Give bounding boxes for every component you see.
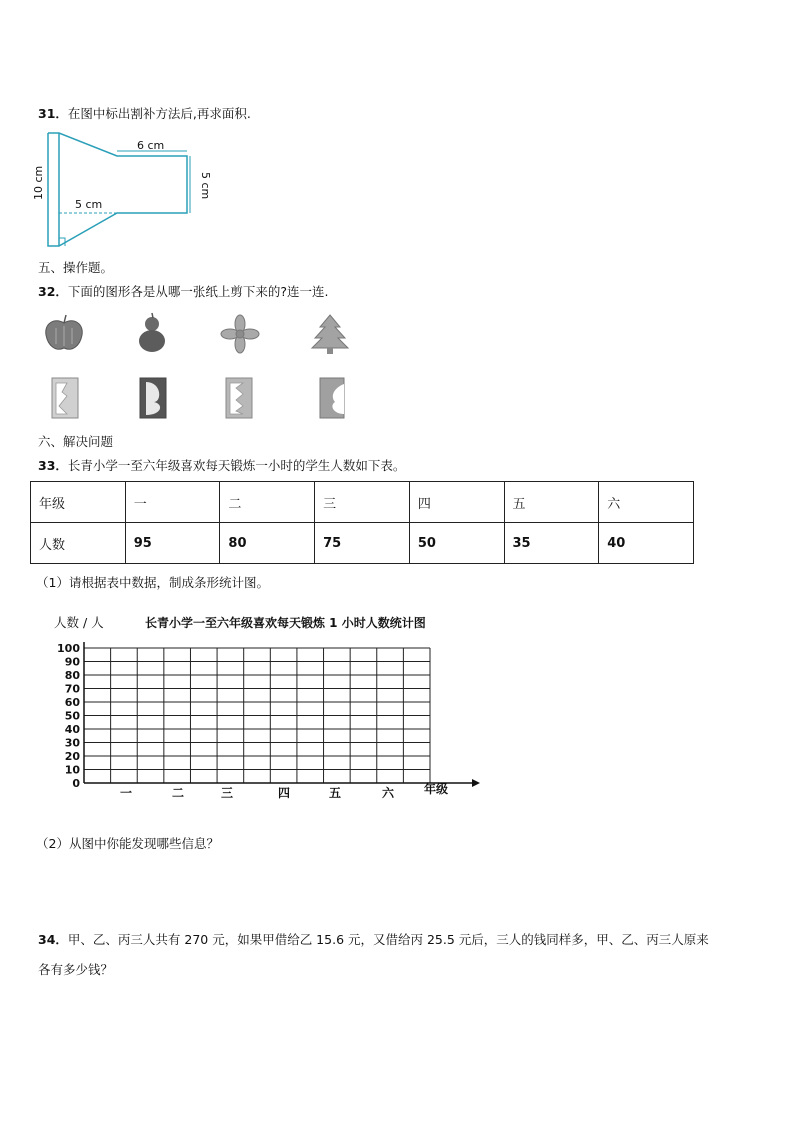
q33-bar-chart [40, 610, 490, 805]
chart-title: 长青小学一至六年级喜欢每天锻炼 1 小时人数统计图 [145, 616, 426, 630]
table-row [31, 523, 694, 564]
q33-text: 长青小学一至六年级喜欢每天锻炼一小时的学生人数如下表。 [67, 458, 406, 473]
table-cell: 80 [220, 523, 315, 564]
q31-shape-outline [48, 133, 187, 246]
y-tick-label: 90 [64, 655, 80, 669]
x-tick-label: 三 [220, 786, 234, 800]
x-tick-label: 六 [381, 786, 395, 800]
gourd-shape[interactable] [139, 313, 165, 352]
q31-dim-left: 10 cm [32, 165, 45, 200]
q32-line [38, 282, 329, 300]
table-header-cell: 二 [220, 482, 315, 523]
x-tick-label: 一 [119, 786, 133, 800]
y-tick-label: 60 [64, 696, 80, 709]
x-tick-label: 二 [171, 786, 185, 800]
x-tick-label: 四 [277, 786, 291, 800]
y-tick-label: 10 [64, 763, 80, 777]
q32-text: 下面的图形各是从哪一张纸上剪下来的?连一连. [67, 284, 329, 299]
table-row-label: 人数 [31, 523, 126, 564]
q33-number: 33． [38, 458, 68, 473]
apple-shape[interactable] [46, 315, 83, 349]
table-cell: 50 [409, 523, 504, 564]
table-cell: 40 [599, 523, 694, 564]
chart-y-ticks [57, 642, 80, 790]
table-header-cell: 一 [125, 482, 220, 523]
q33-line [38, 456, 405, 474]
table-header-cell: 六 [599, 482, 694, 523]
q33-sub2: （2）从图中你能发现哪些信息？ [36, 836, 219, 851]
q32-number: 32． [38, 284, 68, 299]
table-header-cell: 年级 [31, 482, 126, 523]
table-cell: 75 [315, 523, 410, 564]
y-tick-label: 20 [64, 750, 80, 763]
tree-shape[interactable] [312, 315, 348, 354]
paper-3[interactable] [226, 378, 252, 418]
paper-1[interactable] [52, 378, 78, 418]
section6-title: 六、解决问题 [38, 434, 114, 449]
q31-dim-bottom: 5 cm [75, 198, 103, 211]
chart-x-labels [120, 785, 395, 800]
x-axis-arrow [472, 779, 480, 787]
table-header-row [31, 482, 694, 523]
chart-xlabel: 年级 [424, 782, 449, 796]
q33-sub1: （1）请根据表中数据，制成条形统计图。 [36, 575, 269, 590]
q31-line [38, 104, 251, 122]
chart-grid [84, 642, 480, 787]
q31-figure [30, 130, 230, 255]
q31-text: 在图中标出割补方法后,再求面积. [67, 106, 251, 121]
y-tick-label: 30 [64, 736, 80, 750]
q31-number: 31． [38, 106, 68, 121]
table-cell: 95 [125, 523, 220, 564]
q34-number: 34． [38, 932, 68, 947]
paper-4[interactable] [320, 378, 344, 418]
flower-shape[interactable] [221, 315, 259, 353]
q34-text-line2: 各有多少钱？ [38, 962, 114, 977]
chart-ylabel: 人数 / 人 [54, 615, 104, 630]
y-tick-label: 100 [57, 642, 80, 655]
q34-text-line1: 甲、乙、丙三人共有 270 元，如果甲借给乙 15.6 元，又借给丙 25.5 元后，三人的钱同样多，甲、乙、丙三人原来 [67, 932, 709, 947]
q32-figure [40, 310, 360, 430]
y-tick-label: 70 [64, 682, 80, 696]
table-cell: 35 [504, 523, 599, 564]
section5-title: 五、操作题。 [38, 260, 114, 275]
q33-table [30, 481, 694, 564]
x-tick-label: 五 [328, 786, 342, 800]
y-tick-label: 80 [64, 669, 80, 682]
q31-dim-right: 5 cm [199, 172, 212, 200]
table-header-cell: 五 [504, 482, 599, 523]
y-tick-label: 0 [72, 777, 80, 790]
paper-2[interactable] [140, 378, 166, 418]
y-tick-label: 50 [64, 709, 80, 723]
q31-dim-top: 6 cm [137, 139, 165, 152]
table-header-cell: 四 [409, 482, 504, 523]
q34-line1 [38, 930, 709, 948]
table-header-cell: 三 [315, 482, 410, 523]
y-tick-label: 40 [64, 723, 80, 736]
